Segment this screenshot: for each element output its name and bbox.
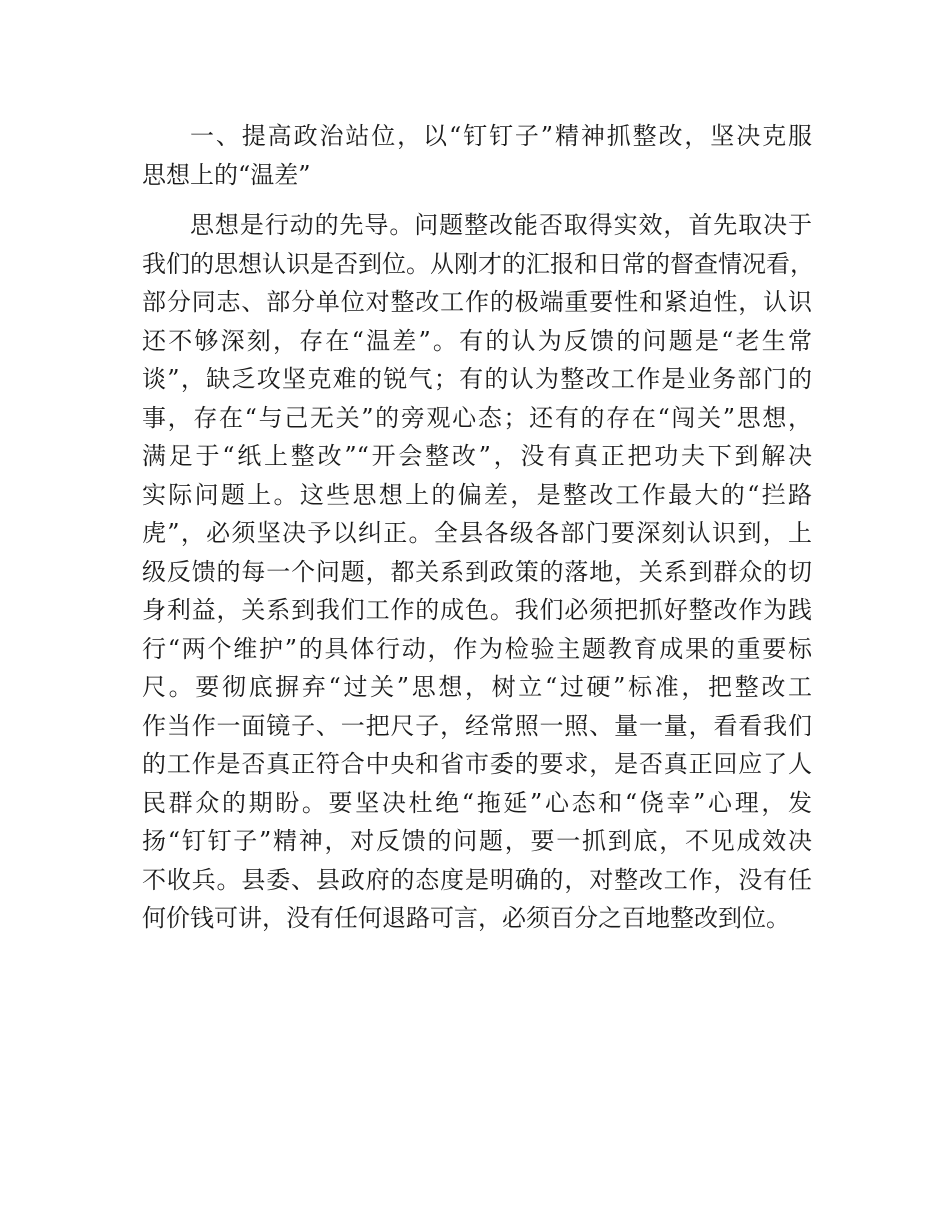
paragraph-line: 的工作是否真正符合中央和省市委的要求，是否真正回应了人 [142,750,812,778]
paragraph-line: 作当作一面镜子、一把尺子，经常照一照、量一量，看看我们 [142,711,812,740]
paragraph-line: 不收兵。县委、县政府的态度是明确的，对整改工作，没有任 [142,865,812,894]
paragraph-line: 谈”，缺乏攻坚克难的锐气；有的认为整改工作是业务部门的 [142,365,812,393]
paragraph-line: 我们的思想认识是否到位。从刚才的汇报和日常的督查情况看， [142,249,814,278]
paragraph-line: 尺。要彻底摒弃“过关”思想，树立“过硬”标准，把整改工 [142,673,812,701]
heading-line: 思想上的“温差” [142,160,311,189]
paragraph-line: 部分同志、部分单位对整改工作的极端重要性和紧迫性，认识 [142,288,812,316]
paragraph-line: 满足于“纸上整改”“开会整改”，没有真正把功夫下到解决 [142,442,812,470]
paragraph-line: 行“两个维护”的具体行动，作为检验主题教育成果的重要标 [142,634,812,663]
paragraph-line: 身利益，关系到我们工作的成色。我们必须把抓好整改作为践 [142,596,812,624]
paragraph-line: 民群众的期盼。要坚决杜绝“拖延”心态和“侥幸”心理，发 [142,788,812,817]
section-heading [142,117,812,194]
paragraph-line: 扬“钉钉子”精神，对反馈的问题，要一抓到底，不见成效决 [142,827,812,855]
paragraph-line: 思想是行动的先导。问题整改能否取得实效，首先取决于 [190,211,812,239]
document-body [142,117,812,938]
body-paragraph [142,206,812,938]
paragraph-line: 级反馈的每一个问题，都关系到政策的落地，关系到群众的切 [142,557,812,586]
paragraph-line: 实际问题上。这些思想上的偏差，是整改工作最大的“拦路 [142,480,812,509]
paragraph-line: 还不够深刻，存在“温差”。有的认为反馈的问题是“老生常 [142,326,812,355]
paragraph-line: 何价钱可讲，没有任何退路可言，必须百分之百地整改到位。 [142,904,790,932]
heading-line: 一、提高政治站位，以“钉钉子”精神抓整改，坚决克服 [190,122,812,150]
paragraph-line: 事，存在“与己无关”的旁观心态；还有的存在“闯关”思想， [142,403,812,432]
paragraph-line: 虎”，必须坚决予以纠正。全县各级各部门要深刻认识到，上 [142,519,812,547]
